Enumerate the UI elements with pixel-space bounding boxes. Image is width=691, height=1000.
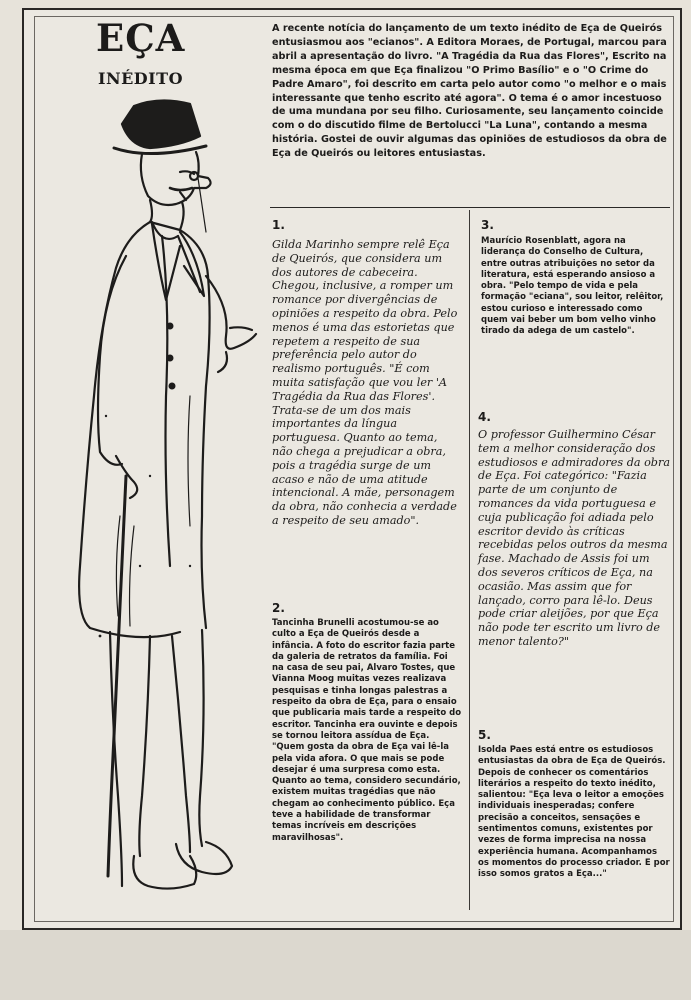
section-3-number: 3. — [481, 218, 494, 232]
section-4-number: 4. — [478, 410, 491, 424]
page-background-band — [0, 930, 691, 1000]
eca-caricature-illustration — [30, 96, 270, 906]
section-2-number: 2. — [272, 601, 285, 615]
headline-title: EÇA — [96, 16, 186, 60]
section-4-text: O professor Guilhermino César tem a melhor consideração dos estudiosos e admiradores da obra de Eça. Foi categórico: "Fazia parte de um conjunto de romances da vida portuguesa e cuja publicação foi adiada pelo escritor devido às críticas recebidas pelos outros da mesma fase. Machado de Assis foi um dos severos críticos de Eça, na ocasião. Mas assim que for lançado, corro para lê-lo. Deus pode criar aleijões, por que Eça não pode ter escrito um livro de menor talento?" — [478, 428, 670, 648]
headline-subtitle: INÉDITO — [98, 69, 184, 88]
section-5-number: 5. — [478, 728, 491, 742]
column-divider — [469, 210, 470, 910]
section-separator-rule — [270, 207, 670, 208]
section-1-number: 1. — [272, 218, 285, 232]
section-3-text: Maurício Rosenblatt, agora na liderança do Conselho de Cultura, entre outras atribuições no setor da literatura, está esperando ansioso a obra. "Pelo tempo de vida e pela formação "eciana", sou leitor, relêitor, estou curioso e interessado como quem vai beber um bom velho vinho tirado da adega de um castelo". — [481, 236, 664, 337]
section-5-text: Isolda Paes está entre os estudiosos entusiastas da obra de Eça de Queirós. Depois de conhecer os comentários literários a respeito do texto inédito, salientou: "Eça leva o leitor a emoções individuais inesperadas; confere precisão a conceitos, sensações e sentimentos comuns, existentes por vezes de forma imprecisa na nossa experiência humana. Acompanhamos os momentos do processo criador. E por isso somos gratos a Eça..." — [478, 745, 670, 880]
intro-paragraph: A recente notícia do lançamento de um texto inédito de Eça de Queirós entusiasmou aos "ecianos". A Editora Moraes, de Portugal, marcou para abril a apresentação do livro. "A Tragédia da Rua das Flores", Escrito na mesma época em que Eça finalizou "O Primo Basílio" e o "O Crime do Padre Amaro", foi descrito em carta pelo autor como "o melhor e o mais interessante que tenho escrito até agora". O tema é o amor incestuoso de uma mundana por seu filho. Curiosamente, seu lançamento coincide com o do discutido filme de Bertolucci "La Luna", contando a mesma história. Gostei de ouvir algumas das opiniões de estudiosos da obra de Eça de Queirós ou leitores entusiastas. — [272, 23, 667, 160]
section-2-text: Tancinha Brunelli acostumou-se ao culto a Eça de Queirós desde a infância. A foto do escritor fazia parte da galeria de retratos da família. Foi na casa de seu pai, Alvaro Tostes, que Vianna Moog muitas vezes realizava pesquisas e tinha longas palestras a respeito da obra de Eça, para o ensaio que publicaria mais tarde a respeito do escritor. Tancinha era ouvinte e depois se tornou leitora assídua de Eça. "Quem gosta da obra de Eça vai lê-la pela vida afora. O que mais se pode desejar é uma surpresa como esta. Quanto ao tema, considero secundário, existem muitas tragédias que não chegam ao conhecimento público. Eça teve a habilidade de transformar temas incríveis em descrições maravilhosas". — [272, 618, 462, 843]
section-1-text: Gilda Marinho sempre relê Eça de Queirós, que considera um dos autores de cabeceira. Chegou, inclusive, a romper um romance por divergências de opiniões a respeito da obra. Pelo menos é uma das estorietas que repetem a respeito de sua preferência pelo autor do realismo português. "É com muita satisfação que vou ler 'A Tragédia da Rua das Flores'. Trata-se de um dos mais importantes da língua portuguesa. Quanto ao tema, não chega a prejudicar a obra, pois a tragédia surge de um acaso e não de uma atitude intencional. A mãe, personagem da obra, não conhecia a verdade a respeito de seu amado". — [272, 238, 458, 527]
